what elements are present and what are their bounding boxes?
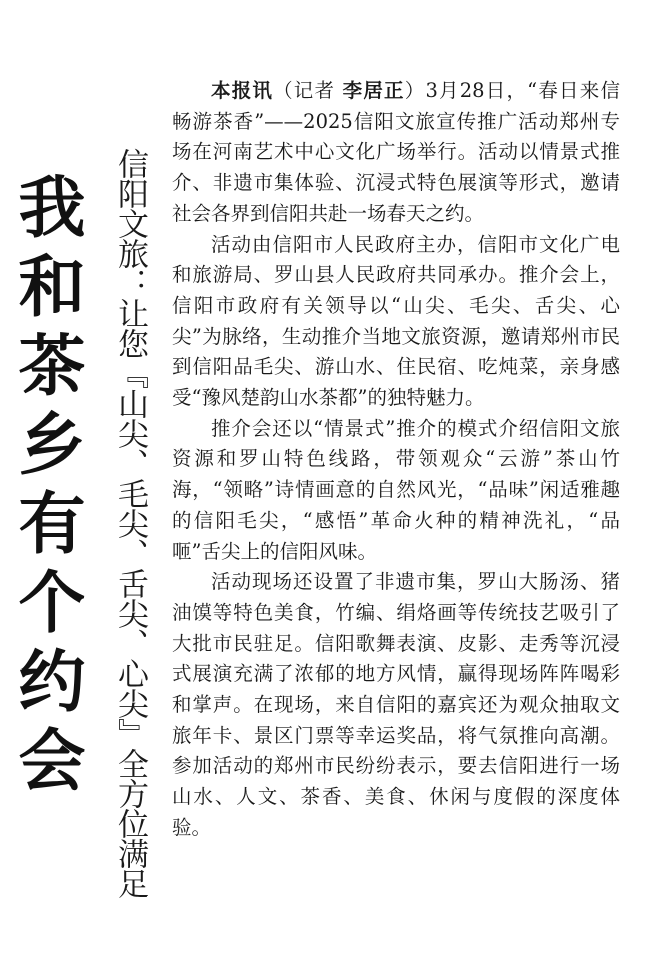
reporter-name: 李居正 [342,79,405,102]
byline-close: ） [404,79,426,102]
article-paragraph-3: 推介会还以“情景式”推介的模式介绍信阳文旅资源和罗山特色线路，带领观众“云游”茶山竹海，“领略”诗情画意的自然风光，“品味”闲适雅趣的信阳毛尖，“感悟”革命火种的精神洗礼，“品咂”舌尖上的信阳风味。 [172,416,620,563]
subheadline: 信阳文旅：让您『山尖、毛尖、舌尖、心尖』全方位满足 [112,148,148,898]
paragraph-text: 3月28日，“春日来信 畅游茶香”——2025信阳文旅宣传推广活动郑州专场在河南艺术中心文化广场举行。活动以情景式推介、非遗市集体验、沉浸式特色展演等形式，邀请社会各界到信阳共赴一场春天之约。 [172,79,620,225]
article-paragraph-4: 活动现场还设置了非遗市集，罗山大肠汤、猪油馍等特色美食，竹编、绢烙画等传统技艺吸引了大批市民驻足。信阳歌舞表演、皮影、走秀等沉浸式展演充满了浓郁的地方风情，赢得现场阵阵喝彩和掌声。在现场，来自信阳的嘉宾还为观众抽取文旅年卡、景区门票等幸运奖品，将气氛推向高潮。参加活动的郑州市民纷纷表示，要去信阳进行一场山水、人文、茶香、美食、休闲与度假的深度体验。 [172,570,620,839]
byline-open: （记者 [273,79,343,102]
headline: 我和茶乡有个约会 [8,172,86,804]
article-lead: 本报讯 [211,79,274,102]
article-paragraph-1 [172,76,620,230]
article-paragraph-2: 活动由信阳市人民政府主办，信阳市文化广电和旅游局、罗山县人民政府共同承办。推介会上，信阳市政府有关领导以“山尖、毛尖、舌尖、心尖”为脉络，生动推介当地文旅资源，邀请郑州市民到信阳品毛尖、游山水、住民宿、吃炖菜，亲身感受“豫风楚韵山水茶都”的独特魅力。 [172,232,620,410]
article-body [172,76,620,844]
